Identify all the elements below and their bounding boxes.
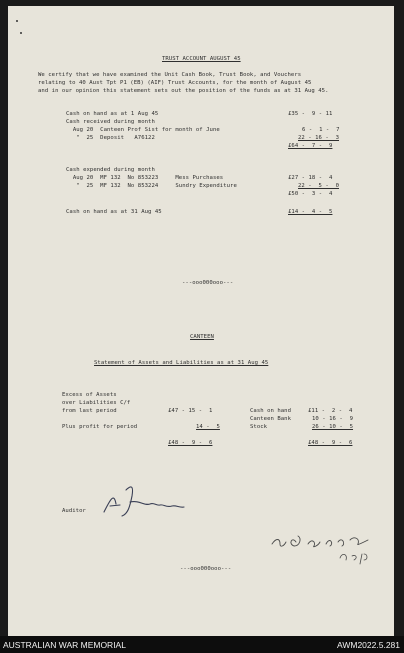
trust-line-amount: £27 - 18 - 4 — [288, 175, 333, 181]
canteen-right-label: Stock — [250, 424, 268, 430]
trust-line-label: Cash expended during month — [66, 167, 155, 173]
canteen-title: CANTEEN — [190, 334, 214, 340]
auditor-label: Auditor — [62, 508, 86, 514]
trust-subtotal: £50 - 3 - 4 — [288, 191, 333, 197]
canteen-right-amount: 26 - 10 - 5 — [312, 424, 354, 430]
pin-mark — [20, 32, 22, 34]
trust-intro-line: and in our opinion this statement sets out the position of the funds as at 31 Aug 45. — [38, 88, 329, 94]
trust-line-amount: 22 - 16 - 3 — [298, 135, 340, 141]
trust-line-amount: 22 - 5 - 0 — [298, 183, 340, 189]
canteen-right-label: Canteen Bank — [250, 416, 292, 422]
auditor-signature — [100, 472, 190, 522]
canteen-left-amount: £47 - 15 - 1 — [168, 408, 213, 414]
footer-catalogue-id: AWM2022.5.281 — [337, 640, 400, 650]
section-divider: ---ooo000ooo--- — [182, 280, 234, 286]
document-page — [8, 6, 394, 636]
canteen-left-amount: 14 - 5 — [196, 424, 220, 430]
canteen-left-label: Plus profit for period — [62, 424, 138, 430]
trust-title: TRUST ACCOUNT AUGUST 45 — [162, 56, 241, 62]
section-divider: ---ooo000ooo--- — [180, 566, 232, 572]
canteen-right-amount: 10 - 16 - 9 — [312, 416, 354, 422]
canteen-right-label: Cash on hand — [250, 408, 292, 414]
trust-subtotal: £64 - 7 - 9 — [288, 143, 333, 149]
canteen-left-label: Excess of Assets — [62, 392, 117, 398]
trust-line-label: " 25 Deposit A76122 — [66, 135, 155, 141]
trust-line-label: " 25 MF 132 No 853224 Sundry Expenditure — [66, 183, 237, 189]
trust-line-label: Cash received during month — [66, 119, 155, 125]
trust-line-label: Aug 20 Canteen Prof Sist for month of June — [66, 127, 220, 133]
canteen-subtitle: Statement of Assets and Liabilities as at 31 Aug 45 — [94, 360, 269, 366]
trust-line-label: Aug 20 MF 132 No 853223 Mess Purchases — [66, 175, 224, 181]
pin-mark — [16, 20, 18, 22]
trust-line-amount: £35 - 9 - 11 — [288, 111, 333, 117]
canteen-left-label: over Liabilities C/f — [62, 400, 131, 406]
trust-closing-balance: £14 - 4 - 5 — [288, 209, 333, 215]
trust-line-label: Cash on hand as at 1 Aug 45 — [66, 111, 159, 117]
footer-institution: AUSTRALIAN WAR MEMORIAL — [3, 640, 126, 650]
footer-bar — [0, 636, 404, 653]
canteen-left-total: £48 - 9 - 6 — [168, 440, 213, 446]
canteen-right-total: £48 - 9 - 6 — [308, 440, 353, 446]
trust-intro-line: We certify that we have examined the Unit Cash Book, Trust Book, and Vouchers — [38, 72, 302, 78]
canteen-right-amount: £11 - 2 - 4 — [308, 408, 353, 414]
officer-signature — [268, 524, 378, 568]
trust-line-label: Cash on hand as at 31 Aug 45 — [66, 209, 162, 215]
trust-line-amount: 6 - 1 - 7 — [302, 127, 340, 133]
canteen-left-label: from last period — [62, 408, 117, 414]
trust-intro-line: relating to 40 Aust Tpt P1 (EB) (AIF) Trust Accounts, for the month of August 45 — [38, 80, 312, 86]
